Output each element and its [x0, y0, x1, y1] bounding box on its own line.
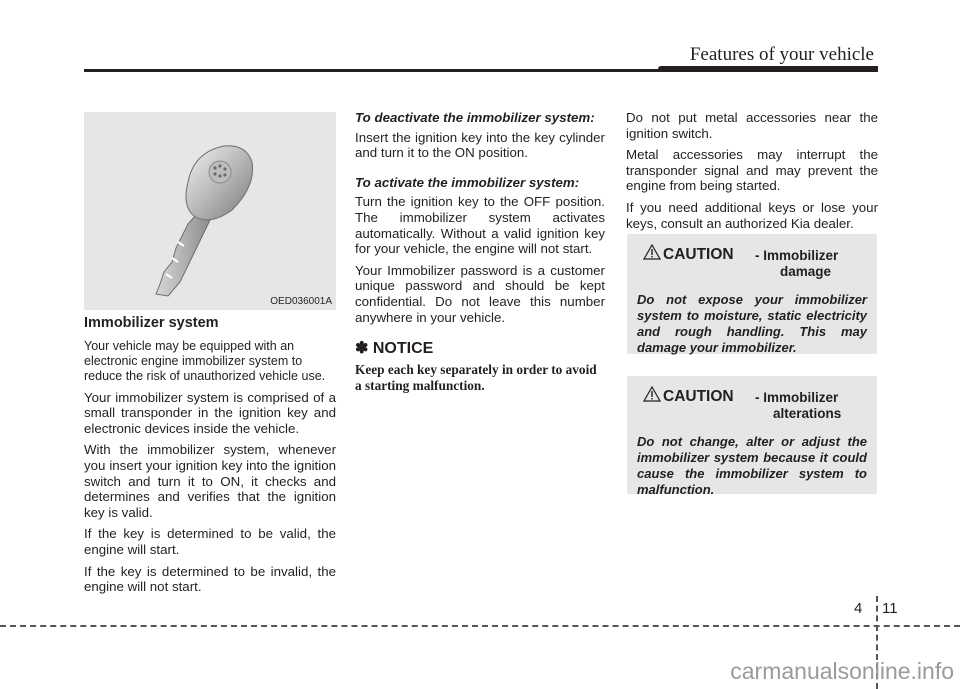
column-middle — [355, 110, 605, 400]
caution-box-damage — [627, 234, 877, 354]
key-figure — [84, 112, 336, 310]
caution-body: Do not expose your immobilizer system to moisture, static electricity and rough handling. This may damage your immobilizer. — [637, 292, 867, 355]
column-right — [626, 110, 878, 237]
caution-subject: - Immobilizer — [755, 248, 839, 263]
header-title: Features of your vehicle — [689, 44, 874, 65]
header-rule-accent — [658, 66, 878, 72]
paragraph: Metal accessories may interrupt the transponder signal and may prevent the engine from being started. — [626, 147, 878, 194]
figure-code: OED036001A — [270, 296, 332, 307]
caution-label: CAUTION — [663, 388, 734, 405]
paragraph: Insert the ignition key into the key cylinder and turn it to the ON position. — [355, 129, 605, 161]
paragraph: Do not put metal accessories near the ignition switch. — [626, 110, 878, 141]
section-heading: Immobilizer system — [84, 315, 219, 331]
caution-header — [627, 234, 877, 286]
warning-triangle-icon — [643, 244, 661, 260]
caution-body: Do not change, alter or adjust the immobilizer system because it could cause the immobilizer system to malfunction. — [637, 434, 867, 497]
notice-title: ✽ NOTICE — [355, 340, 434, 358]
paragraph: Your immobilizer system is comprised of a small transponder in the ignition key and electronic devices inside the vehicle. — [84, 389, 336, 436]
subheading: To activate the immobilizer system: — [355, 174, 580, 190]
caution-label: CAUTION — [663, 246, 734, 263]
page-number: 11 — [882, 600, 898, 617]
paragraph: With the immobilizer system, whenever you insert your ignition key into the ignition switch and turn it to ON, it checks and determines and verifies that the ignition key is valid. — [84, 442, 336, 520]
paragraph: If you need additional keys or lose your keys, consult an authorized Kia dealer. — [626, 199, 878, 231]
caution-header — [627, 376, 877, 428]
subheading: To deactivate the immobilizer system: — [355, 110, 595, 125]
caution-subject-line2: alterations — [773, 406, 842, 421]
caution-subject-line2: damage — [780, 264, 832, 279]
ignition-key-icon — [84, 112, 336, 310]
notice-body: Keep each key separately in order to avoid a starting malfunction. — [355, 361, 597, 393]
warning-triangle-icon — [643, 386, 661, 402]
caution-subject: - Immobilizer — [755, 390, 839, 405]
paragraph: Turn the ignition key to the OFF position. The immobilizer system activates automatically. Without a valid ignition key for your vehicle, the engine will not start. — [355, 194, 605, 257]
paragraph: Your vehicle may be equipped with an electronic engine immobilizer system to reduce the risk of unauthorized vehicle use. — [84, 338, 326, 383]
chapter-number: 4 — [854, 600, 863, 617]
column-left — [84, 316, 336, 601]
watermark: carmanualsonline.info — [730, 658, 954, 684]
paragraph: If the key is determined to be invalid, the engine will not start. — [84, 563, 336, 595]
footer-rule — [0, 625, 960, 627]
paragraph: If the key is determined to be valid, the engine will start. — [84, 526, 336, 557]
paragraph: Your Immobilizer password is a customer unique password and should be kept confidential. Do not leave this number anywhere in your vehicle. — [355, 262, 605, 325]
caution-box-alterations — [627, 376, 877, 497]
